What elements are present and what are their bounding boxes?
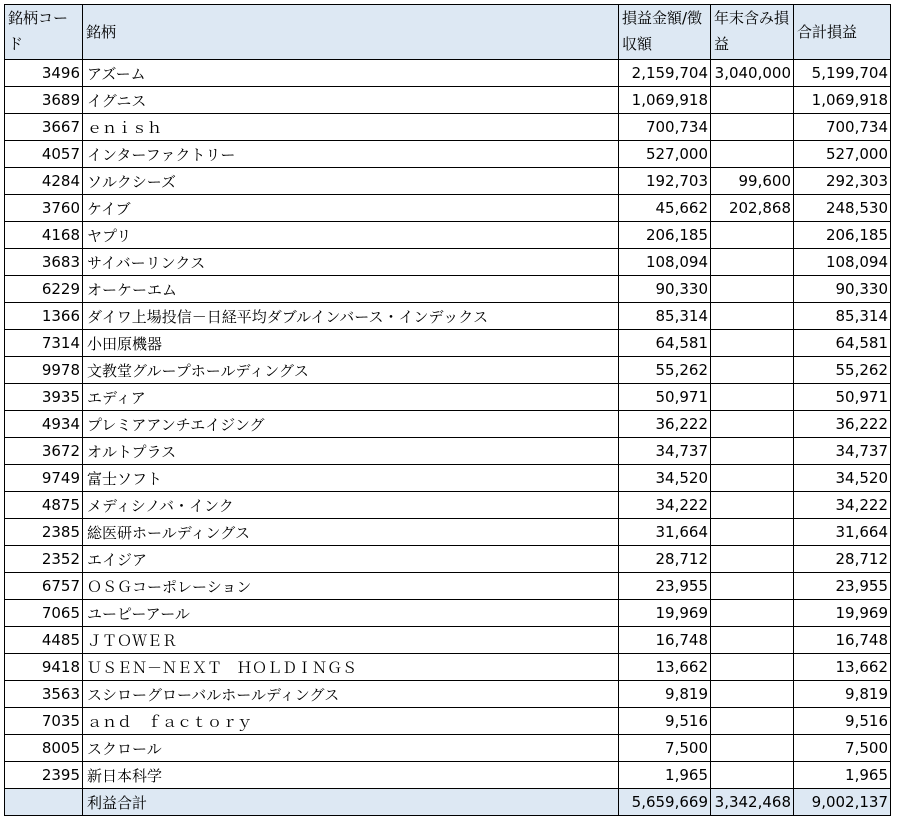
cell-total: 13,662 bbox=[794, 654, 891, 681]
cell-code: 9978 bbox=[5, 357, 83, 384]
cell-yearend bbox=[711, 222, 794, 249]
table-row bbox=[5, 519, 891, 546]
cell-code: 9749 bbox=[5, 465, 83, 492]
header-yearend: 年末含み損益 bbox=[711, 5, 794, 60]
cell-yearend bbox=[711, 330, 794, 357]
cell-pl: 50,971 bbox=[619, 384, 711, 411]
cell-name: イグニス bbox=[83, 87, 619, 114]
cell-name: ＪＴＯＷＥＲ bbox=[83, 627, 619, 654]
cell-code: 7065 bbox=[5, 600, 83, 627]
cell-name: ＵＳＥＮ－ＮＥＸＴ ＨＯＬＤＩＮＧＳ bbox=[83, 654, 619, 681]
cell-name: ＯＳＧコーポレーション bbox=[83, 573, 619, 600]
cell-total: 7,500 bbox=[794, 735, 891, 762]
cell-total: 23,955 bbox=[794, 573, 891, 600]
cell-total: 9,516 bbox=[794, 708, 891, 735]
cell-pl: 45,662 bbox=[619, 195, 711, 222]
cell-yearend bbox=[711, 762, 794, 789]
cell-name: ダイワ上場投信－日経平均ダブルインバース・インデックス bbox=[83, 303, 619, 330]
cell-total: 108,094 bbox=[794, 249, 891, 276]
cell-total: 85,314 bbox=[794, 303, 891, 330]
table-row bbox=[5, 330, 891, 357]
cell-pl: 34,520 bbox=[619, 465, 711, 492]
cell-yearend bbox=[711, 573, 794, 600]
table-row bbox=[5, 357, 891, 384]
cell-yearend bbox=[711, 303, 794, 330]
header-row bbox=[5, 5, 891, 60]
cell-yearend bbox=[711, 249, 794, 276]
cell-name: ヤプリ bbox=[83, 222, 619, 249]
cell-yearend bbox=[711, 492, 794, 519]
cell-code: 6229 bbox=[5, 276, 83, 303]
cell-yearend bbox=[711, 357, 794, 384]
total-cell-code bbox=[5, 789, 83, 816]
cell-name: 総医研ホールディングス bbox=[83, 519, 619, 546]
total-cell-name: 利益合計 bbox=[83, 789, 619, 816]
cell-yearend bbox=[711, 735, 794, 762]
table-row bbox=[5, 654, 891, 681]
cell-code: 7314 bbox=[5, 330, 83, 357]
cell-code: 4934 bbox=[5, 411, 83, 438]
cell-name: オーケーエム bbox=[83, 276, 619, 303]
table-row bbox=[5, 492, 891, 519]
cell-name: オルトプラス bbox=[83, 438, 619, 465]
cell-name: 小田原機器 bbox=[83, 330, 619, 357]
total-cell-pl: 5,659,669 bbox=[619, 789, 711, 816]
header-total: 合計損益 bbox=[794, 5, 891, 60]
cell-code: 3667 bbox=[5, 114, 83, 141]
cell-name: ユーピーアール bbox=[83, 600, 619, 627]
cell-pl: 206,185 bbox=[619, 222, 711, 249]
cell-code: 1366 bbox=[5, 303, 83, 330]
cell-pl: 1,965 bbox=[619, 762, 711, 789]
cell-yearend bbox=[711, 546, 794, 573]
table-row bbox=[5, 762, 891, 789]
cell-total: 5,199,704 bbox=[794, 60, 891, 87]
cell-yearend bbox=[711, 411, 794, 438]
table-row bbox=[5, 222, 891, 249]
cell-name: ｅｎｉｓｈ bbox=[83, 114, 619, 141]
cell-code: 3935 bbox=[5, 384, 83, 411]
table-row bbox=[5, 303, 891, 330]
cell-yearend bbox=[711, 600, 794, 627]
totals-row bbox=[5, 789, 891, 816]
cell-code: 3672 bbox=[5, 438, 83, 465]
cell-yearend: 202,868 bbox=[711, 195, 794, 222]
cell-pl: 19,969 bbox=[619, 600, 711, 627]
cell-yearend bbox=[711, 276, 794, 303]
cell-total: 90,330 bbox=[794, 276, 891, 303]
header-pl: 損益金額/徴収額 bbox=[619, 5, 711, 60]
cell-name: プレミアアンチエイジング bbox=[83, 411, 619, 438]
cell-code: 3563 bbox=[5, 681, 83, 708]
cell-pl: 55,262 bbox=[619, 357, 711, 384]
cell-total: 16,748 bbox=[794, 627, 891, 654]
cell-pl: 108,094 bbox=[619, 249, 711, 276]
cell-name: 文教堂グループホールディングス bbox=[83, 357, 619, 384]
cell-pl: 700,734 bbox=[619, 114, 711, 141]
cell-code: 3496 bbox=[5, 60, 83, 87]
cell-name: ケイブ bbox=[83, 195, 619, 222]
header-name: 銘柄 bbox=[83, 5, 619, 60]
cell-yearend: 3,040,000 bbox=[711, 60, 794, 87]
table-row bbox=[5, 465, 891, 492]
cell-pl: 90,330 bbox=[619, 276, 711, 303]
cell-name: スシローグローバルホールディングス bbox=[83, 681, 619, 708]
cell-yearend bbox=[711, 384, 794, 411]
cell-yearend bbox=[711, 87, 794, 114]
cell-code: 4875 bbox=[5, 492, 83, 519]
cell-total: 34,737 bbox=[794, 438, 891, 465]
cell-yearend bbox=[711, 114, 794, 141]
cell-code: 9418 bbox=[5, 654, 83, 681]
table-row bbox=[5, 438, 891, 465]
table-row bbox=[5, 87, 891, 114]
table-row bbox=[5, 384, 891, 411]
cell-name: メディシノバ・インク bbox=[83, 492, 619, 519]
cell-pl: 64,581 bbox=[619, 330, 711, 357]
cell-pl: 16,748 bbox=[619, 627, 711, 654]
table-row bbox=[5, 249, 891, 276]
cell-code: 2395 bbox=[5, 762, 83, 789]
cell-pl: 1,069,918 bbox=[619, 87, 711, 114]
cell-code: 4485 bbox=[5, 627, 83, 654]
table-row bbox=[5, 168, 891, 195]
cell-code: 3683 bbox=[5, 249, 83, 276]
cell-name: スクロール bbox=[83, 735, 619, 762]
table-row bbox=[5, 195, 891, 222]
cell-total: 36,222 bbox=[794, 411, 891, 438]
cell-pl: 34,737 bbox=[619, 438, 711, 465]
cell-total: 19,969 bbox=[794, 600, 891, 627]
table-row bbox=[5, 735, 891, 762]
cell-pl: 36,222 bbox=[619, 411, 711, 438]
cell-yearend bbox=[711, 681, 794, 708]
cell-code: 4168 bbox=[5, 222, 83, 249]
cell-pl: 9,516 bbox=[619, 708, 711, 735]
cell-yearend bbox=[711, 627, 794, 654]
cell-total: 28,712 bbox=[794, 546, 891, 573]
cell-yearend: 99,600 bbox=[711, 168, 794, 195]
table-row bbox=[5, 411, 891, 438]
total-cell-total: 9,002,137 bbox=[794, 789, 891, 816]
cell-code: 3689 bbox=[5, 87, 83, 114]
cell-pl: 192,703 bbox=[619, 168, 711, 195]
cell-code: 7035 bbox=[5, 708, 83, 735]
cell-total: 55,262 bbox=[794, 357, 891, 384]
table-row bbox=[5, 114, 891, 141]
cell-pl: 31,664 bbox=[619, 519, 711, 546]
cell-pl: 9,819 bbox=[619, 681, 711, 708]
cell-total: 700,734 bbox=[794, 114, 891, 141]
cell-yearend bbox=[711, 465, 794, 492]
cell-pl: 28,712 bbox=[619, 546, 711, 573]
cell-pl: 85,314 bbox=[619, 303, 711, 330]
cell-name: ａｎｄ ｆａｃｔｏｒｙ bbox=[83, 708, 619, 735]
cell-yearend bbox=[711, 438, 794, 465]
cell-pl: 23,955 bbox=[619, 573, 711, 600]
cell-name: エイジア bbox=[83, 546, 619, 573]
cell-code: 6757 bbox=[5, 573, 83, 600]
cell-total: 50,971 bbox=[794, 384, 891, 411]
cell-code: 3760 bbox=[5, 195, 83, 222]
cell-total: 64,581 bbox=[794, 330, 891, 357]
cell-total: 34,520 bbox=[794, 465, 891, 492]
cell-yearend bbox=[711, 519, 794, 546]
cell-total: 292,303 bbox=[794, 168, 891, 195]
cell-code: 2385 bbox=[5, 519, 83, 546]
cell-total: 248,530 bbox=[794, 195, 891, 222]
cell-code: 8005 bbox=[5, 735, 83, 762]
table-row bbox=[5, 600, 891, 627]
cell-name: 富士ソフト bbox=[83, 465, 619, 492]
table-row bbox=[5, 627, 891, 654]
cell-pl: 13,662 bbox=[619, 654, 711, 681]
table-row bbox=[5, 276, 891, 303]
table-row bbox=[5, 60, 891, 87]
cell-name: インターファクトリー bbox=[83, 141, 619, 168]
cell-total: 527,000 bbox=[794, 141, 891, 168]
cell-total: 206,185 bbox=[794, 222, 891, 249]
cell-yearend bbox=[711, 708, 794, 735]
profit-loss-table bbox=[4, 4, 891, 816]
cell-pl: 527,000 bbox=[619, 141, 711, 168]
cell-pl: 34,222 bbox=[619, 492, 711, 519]
cell-total: 1,965 bbox=[794, 762, 891, 789]
cell-code: 4057 bbox=[5, 141, 83, 168]
header-code: 銘柄コード bbox=[5, 5, 83, 60]
cell-name: サイバーリンクス bbox=[83, 249, 619, 276]
cell-pl: 7,500 bbox=[619, 735, 711, 762]
cell-total: 34,222 bbox=[794, 492, 891, 519]
table-row bbox=[5, 546, 891, 573]
cell-total: 31,664 bbox=[794, 519, 891, 546]
cell-total: 9,819 bbox=[794, 681, 891, 708]
total-cell-yearend: 3,342,468 bbox=[711, 789, 794, 816]
cell-yearend bbox=[711, 141, 794, 168]
cell-name: 新日本科学 bbox=[83, 762, 619, 789]
cell-name: アズーム bbox=[83, 60, 619, 87]
table-row bbox=[5, 681, 891, 708]
table-row bbox=[5, 573, 891, 600]
cell-name: エディア bbox=[83, 384, 619, 411]
table-body bbox=[5, 60, 891, 816]
cell-code: 2352 bbox=[5, 546, 83, 573]
table-row bbox=[5, 141, 891, 168]
cell-pl: 2,159,704 bbox=[619, 60, 711, 87]
cell-code: 4284 bbox=[5, 168, 83, 195]
cell-name: ソルクシーズ bbox=[83, 168, 619, 195]
cell-total: 1,069,918 bbox=[794, 87, 891, 114]
table-row bbox=[5, 708, 891, 735]
cell-yearend bbox=[711, 654, 794, 681]
